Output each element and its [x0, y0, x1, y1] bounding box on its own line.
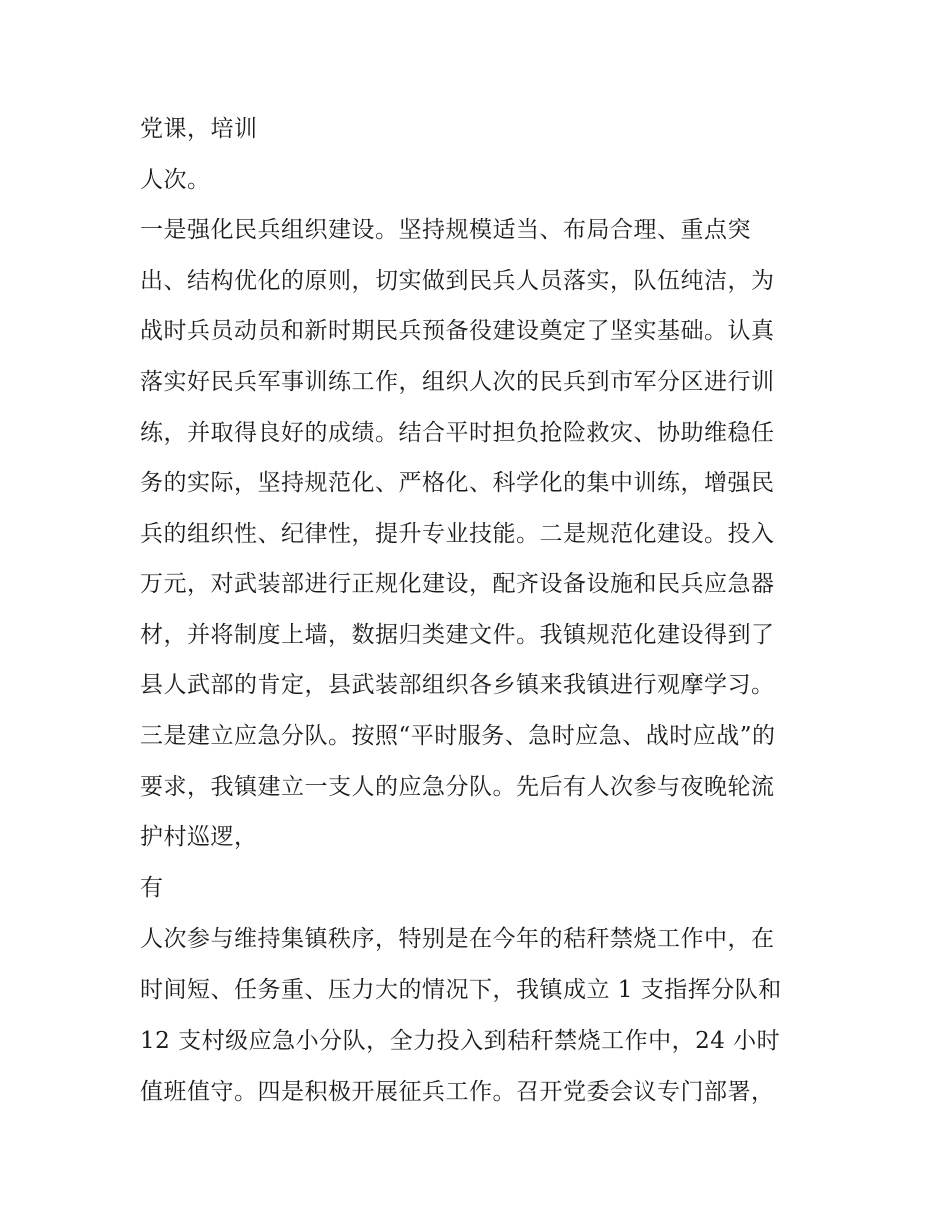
- text-line: 落实好民兵军事训练工作，组织人次的民兵到市军分区进行训: [140, 369, 775, 395]
- text-line: 战时兵员动员和新时期民兵预备役建设奠定了坚实基础。认真: [140, 318, 775, 344]
- text-line: 人次参与维持集镇秩序，特别是在今年的秸秆禁烧工作中，在: [140, 926, 775, 952]
- text-line: 人次。: [140, 167, 211, 193]
- text-line: 党课，培训: [140, 116, 258, 142]
- text-line: 护村巡逻，: [140, 824, 258, 850]
- text-line: 值班值守。四是积极开展征兵工作。召开党委会议专门部署，: [140, 1079, 775, 1105]
- text-line: 练，并取得良好的成绩。结合平时担负抢险救灾、协助维稳任: [140, 420, 775, 446]
- text-line: 有: [140, 875, 164, 901]
- text-line: 材，并将制度上墙，数据归类建文件。我镇规范化建设得到了: [140, 622, 775, 648]
- text-line: 12 支村级应急小分队，全力投入到秸秆禁烧工作中，24 小时: [140, 1028, 781, 1054]
- text-line: 要求，我镇建立一支人的应急分队。先后有人次参与夜晚轮流: [140, 774, 775, 800]
- text-line: 时间短、任务重、压力大的情况下，我镇成立 1 支指挥分队和: [140, 977, 782, 1003]
- text-line: 一是强化民兵组织建设。坚持规模适当、布局合理、重点突: [140, 217, 751, 243]
- text-line: 出、结构优化的原则，切实做到民兵人员落实，队伍纯洁，为: [140, 268, 775, 294]
- text-line: 县人武部的肯定，县武装部组织各乡镇来我镇进行观摩学习。: [140, 672, 775, 698]
- text-line: 万元，对武装部进行正规化建设，配齐设备设施和民兵应急器: [140, 571, 775, 597]
- text-line: 务的实际，坚持规范化、严格化、科学化的集中训练，增强民: [140, 470, 775, 496]
- text-line: 三是建立应急分队。按照“平时服务、急时应急、战时应战”的: [140, 723, 776, 749]
- text-line: 兵的组织性、纪律性，提升专业技能。二是规范化建设。投入: [140, 521, 775, 547]
